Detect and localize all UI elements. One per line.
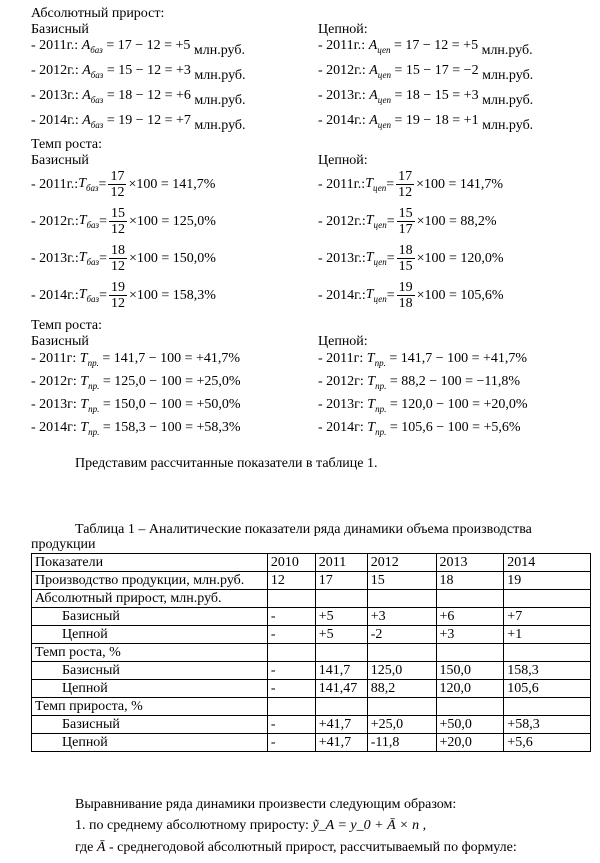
table-cell: +5,6: [504, 734, 591, 752]
table-cell: -: [267, 716, 315, 734]
equals-sign: =: [99, 250, 107, 266]
fraction: [396, 169, 414, 200]
formula-expression: = 17 − 12 = +5: [390, 38, 479, 53]
formula-line: [318, 38, 533, 58]
formula-prefix: - 2012г.:: [318, 63, 370, 78]
formula-line: [31, 206, 216, 238]
fraction: [108, 169, 126, 200]
formula-expression: = 105,6 − 100 = +5,6%: [386, 420, 521, 435]
formula-expression: = 88,2 − 100 = −11,8%: [386, 374, 521, 389]
table-cell: Цепной: [32, 680, 268, 698]
formula-subscript: пр.: [87, 357, 99, 368]
table-cell: 2012: [367, 554, 436, 572]
formula-prefix: - 2011г.:: [318, 38, 369, 53]
formula-line: [31, 88, 246, 108]
formula-line: [318, 397, 528, 417]
where-line: [75, 840, 517, 856]
formula-subscript: баз: [90, 69, 104, 80]
formula-subscript: пр.: [375, 380, 387, 391]
indicators-table: [31, 553, 591, 752]
item1: [75, 818, 426, 834]
formula-expression: = 120,0 − 100 = +20,0%: [386, 397, 528, 412]
table-cell: 150,0: [436, 662, 504, 680]
formula-result: ×100 = 141,7%: [128, 176, 216, 192]
fraction-numerator: 17: [110, 169, 125, 184]
formula-line: [31, 420, 241, 440]
formula-unit: млн.руб.: [478, 68, 534, 83]
formula-prefix: - 2011г:: [318, 351, 367, 366]
growth-basic-label: Базисный: [31, 153, 89, 168]
formula-result: ×100 = 88,2%: [416, 213, 497, 229]
table-cell: 2010: [267, 554, 315, 572]
table-cell: +5: [315, 608, 367, 626]
formula-prefix: - 2014г.:: [31, 287, 79, 303]
formula-prefix: - 2013г:: [318, 397, 368, 412]
formula-unit: млн.руб.: [190, 93, 246, 108]
formula-subscript: баз: [90, 94, 104, 105]
formula-prefix: - 2011г:: [31, 351, 80, 366]
where-text: - среднегодовой абсолютный прирост, рассчитываемый по формуле:: [105, 840, 517, 855]
formula-line: [31, 38, 245, 58]
table-cell: -: [267, 608, 315, 626]
table-cell: 12: [267, 572, 315, 590]
formula-result: ×100 = 150,0%: [128, 250, 216, 266]
table-cell: 2011: [315, 554, 367, 572]
formula-subscript: цеп: [373, 182, 387, 193]
formula-subscript: баз: [90, 119, 104, 130]
formula-expression: = 19 − 12 = +7: [103, 113, 191, 128]
formula-prefix: - 2013г.:: [318, 250, 366, 266]
equals-sign: =: [386, 176, 395, 192]
formula-line: [31, 243, 216, 275]
formula-symbol: T: [367, 397, 376, 412]
formula-result: ×100 = 141,7%: [416, 176, 504, 192]
equals-sign: =: [98, 176, 107, 192]
abs-basic-label: Базисный: [31, 22, 89, 37]
formula-symbol: T: [365, 287, 374, 303]
formula-symbol: T: [78, 287, 87, 303]
formula-symbol-group: [366, 213, 387, 230]
formula-symbol: T: [80, 397, 89, 412]
table-caption-cont: продукции: [31, 537, 96, 552]
formula-symbol-group: [366, 250, 387, 267]
table-cell: +41,7: [315, 716, 367, 734]
table-cell: Показатели: [32, 554, 268, 572]
formula-subscript: баз: [86, 219, 100, 230]
formula-subscript: цеп: [377, 44, 391, 55]
table-caption: Таблица 1 – Аналитические показатели ряда динамики объема производства: [75, 522, 532, 537]
formula-subscript: пр.: [88, 403, 100, 414]
table-cell: 2013: [436, 554, 504, 572]
formula-line: [318, 113, 533, 133]
intro-text: Представим рассчитанные показатели в таблице 1.: [75, 456, 378, 471]
fraction-numerator: 19: [110, 280, 125, 295]
table-cell: +41,7: [315, 734, 367, 752]
fraction-denominator: 18: [398, 296, 413, 311]
formula-prefix: - 2012г:: [31, 374, 81, 389]
formula-subscript: пр.: [375, 426, 387, 437]
formula-prefix: - 2012г:: [318, 374, 368, 389]
formula-subscript: пр.: [88, 380, 100, 391]
table-cell: +6: [436, 608, 504, 626]
table-cell: -: [267, 626, 315, 644]
formula-line: [318, 374, 520, 394]
table-cell: 18: [436, 572, 504, 590]
where-symbol: Ā: [96, 840, 106, 855]
formula-subscript: пр.: [375, 403, 387, 414]
formula-subscript: цеп: [373, 219, 387, 230]
formula-subscript: баз: [90, 44, 103, 55]
formula-symbol: T: [78, 213, 87, 229]
fraction: [109, 243, 127, 274]
formula-prefix: - 2011г.:: [318, 176, 366, 192]
table-cell: Базисный: [32, 662, 268, 680]
formula-symbol: T: [80, 420, 89, 435]
formula-symbol-group: [366, 287, 387, 304]
fraction-denominator: 12: [110, 296, 125, 311]
formula-prefix: - 2011г.:: [31, 38, 82, 53]
item1-text: 1. по среднему абсолютному приросту:: [75, 818, 313, 833]
formula-symbol: T: [365, 213, 374, 229]
formula-symbol: T: [79, 351, 88, 366]
table-cell: 19: [504, 572, 591, 590]
table-cell: +3: [367, 608, 436, 626]
fraction-denominator: 12: [110, 185, 125, 200]
table-row: [32, 608, 591, 626]
formula-symbol: T: [78, 176, 86, 192]
formula-prefix: - 2013г.:: [318, 88, 370, 103]
formula-line: [31, 63, 246, 83]
fraction-numerator: 19: [398, 280, 413, 295]
formula-line: [318, 63, 533, 83]
formula-result: ×100 = 125,0%: [128, 213, 216, 229]
fraction-denominator: 12: [398, 185, 413, 200]
table-cell: +7: [504, 608, 591, 626]
formula-symbol-group: [79, 213, 99, 230]
formula-symbol: A: [369, 88, 378, 103]
table-cell: 2014: [504, 554, 591, 572]
formula-expression: = 17 − 12 = +5: [102, 38, 191, 53]
formula-line: [31, 351, 240, 371]
table-cell: 158,3: [504, 662, 591, 680]
table-cell: Производство продукции, млн.руб.: [32, 572, 268, 590]
fraction-numerator: 15: [110, 206, 125, 221]
fraction-denominator: 17: [398, 222, 413, 237]
formula-line: [318, 420, 521, 440]
formula-unit: млн.руб.: [478, 118, 534, 133]
table-cell: 141,7: [315, 662, 367, 680]
formula-line: [31, 280, 216, 312]
formula-expression: = 150,0 − 100 = +50,0%: [99, 397, 241, 412]
formula-subscript: цеп: [377, 94, 391, 105]
table-cell: -: [267, 680, 315, 698]
formula-symbol: A: [82, 63, 91, 78]
formula-symbol: A: [369, 113, 378, 128]
formula-expression: = 18 − 15 = +3: [391, 88, 479, 103]
table-header-row: [32, 554, 591, 572]
table-cell: 88,2: [367, 680, 436, 698]
formula-symbol-group: [79, 287, 99, 304]
table-cell: Базисный: [32, 608, 268, 626]
table-cell: Цепной: [32, 734, 268, 752]
formula-expression: = 141,7 − 100 = +41,7%: [385, 351, 528, 366]
formula-symbol: T: [78, 250, 87, 266]
formula-line: [31, 374, 241, 394]
table-row: [32, 734, 591, 752]
equals-sign: =: [386, 287, 395, 303]
formula-expression: = 15 − 12 = +3: [103, 63, 191, 78]
formula-unit: млн.руб.: [478, 93, 534, 108]
formula-prefix: - 2014г.:: [318, 113, 370, 128]
table-cell: +25,0: [367, 716, 436, 734]
table-row: [32, 662, 591, 680]
where-prefix: где: [75, 840, 97, 855]
table-row: [32, 590, 591, 608]
formula-prefix: - 2012г.:: [31, 213, 79, 229]
growth-chain-label: Цепной:: [318, 153, 368, 168]
formula-line: [318, 169, 503, 201]
abs-heading: Абсолютный прирост:: [31, 6, 165, 21]
table-cell: 105,6: [504, 680, 591, 698]
formula-symbol: T: [80, 374, 89, 389]
table-cell: -11,8: [367, 734, 436, 752]
table-cell: 120,0: [436, 680, 504, 698]
formula-line: [318, 280, 504, 312]
table-row: [32, 626, 591, 644]
equals-sign: =: [99, 287, 107, 303]
formula-symbol: A: [368, 38, 378, 53]
table-cell: +1: [504, 626, 591, 644]
formula-subscript: пр.: [88, 426, 100, 437]
formula-prefix: - 2014г:: [318, 420, 368, 435]
formula-line: [318, 206, 497, 238]
growth-heading: Темп роста:: [31, 137, 103, 152]
fraction-denominator: 15: [398, 259, 413, 274]
formula-unit: млн.руб.: [190, 68, 246, 83]
equals-sign: =: [99, 213, 107, 229]
formula-subscript: цеп: [377, 69, 391, 80]
increase-chain-label: Цепной:: [318, 334, 368, 349]
table-cell: 125,0: [367, 662, 436, 680]
table-cell: +50,0: [436, 716, 504, 734]
fraction: [109, 206, 127, 237]
formula-expression: = 125,0 − 100 = +25,0%: [99, 374, 241, 389]
formula-prefix: - 2014г:: [31, 420, 81, 435]
align-heading: Выравнивание ряда динамики произвести следующим образом:: [75, 797, 457, 812]
equals-sign: =: [386, 213, 395, 229]
fraction-numerator: 18: [398, 243, 413, 258]
formula-subscript: пр.: [374, 357, 386, 368]
item1-formula: ỹ_A = y_0 + Ā × n ,: [312, 818, 427, 833]
fraction: [109, 280, 127, 311]
formula-result: ×100 = 105,6%: [416, 287, 504, 303]
formula-subscript: цеп: [373, 256, 387, 267]
table-cell: Темп роста, %: [32, 644, 268, 662]
formula-symbol: A: [82, 113, 91, 128]
table-cell: +3: [436, 626, 504, 644]
formula-expression: = 141,7 − 100 = +41,7%: [98, 351, 241, 366]
formula-result: ×100 = 158,3%: [128, 287, 216, 303]
formula-line: [318, 88, 533, 108]
table-cell: +20,0: [436, 734, 504, 752]
formula-symbol: A: [369, 63, 378, 78]
formula-symbol: T: [367, 374, 376, 389]
formula-line: [31, 397, 241, 417]
fraction: [397, 206, 415, 237]
fraction-numerator: 18: [110, 243, 125, 258]
formula-prefix: - 2014г.:: [31, 113, 83, 128]
formula-expression: = 18 − 12 = +6: [103, 88, 191, 103]
table-cell: Цепной: [32, 626, 268, 644]
table-cell: -: [267, 734, 315, 752]
formula-prefix: - 2012г.:: [31, 63, 83, 78]
formula-symbol-group: [365, 176, 386, 193]
formula-subscript: баз: [86, 182, 99, 193]
fraction-numerator: 17: [398, 169, 413, 184]
formula-symbol: T: [367, 420, 376, 435]
formula-line: [31, 113, 246, 133]
formula-subscript: баз: [86, 293, 100, 304]
formula-prefix: - 2014г.:: [318, 287, 366, 303]
fraction: [397, 243, 415, 274]
formula-symbol: A: [81, 38, 91, 53]
table-cell: +58,3: [504, 716, 591, 734]
table-row: [32, 698, 591, 716]
formula-expression: = 158,3 − 100 = +58,3%: [99, 420, 241, 435]
formula-prefix: - 2012г.:: [318, 213, 366, 229]
equals-sign: =: [386, 250, 395, 266]
formula-line: [31, 169, 215, 201]
table-cell: Базисный: [32, 716, 268, 734]
formula-prefix: - 2013г.:: [31, 250, 79, 266]
table-cell: 17: [315, 572, 367, 590]
fraction-denominator: 12: [110, 259, 125, 274]
formula-symbol: T: [365, 176, 373, 192]
table-cell: +5: [315, 626, 367, 644]
table-cell: Абсолютный прирост, млн.руб.: [32, 590, 268, 608]
formula-subscript: цеп: [377, 119, 391, 130]
abs-chain-label: Цепной:: [318, 22, 368, 37]
table-cell: -2: [367, 626, 436, 644]
formula-prefix: - 2011г.:: [31, 176, 79, 192]
formula-prefix: - 2013г.:: [31, 88, 83, 103]
increase-basic-label: Базисный: [31, 334, 89, 349]
formula-symbol-group: [79, 250, 99, 267]
table-cell: Темп прироста, %: [32, 698, 268, 716]
formula-unit: млн.руб.: [190, 118, 246, 133]
formula-expression: = 15 − 17 = −2: [391, 63, 479, 78]
table-row: [32, 716, 591, 734]
formula-unit: млн.руб.: [190, 43, 245, 58]
table-cell: 141,47: [315, 680, 367, 698]
table-row: [32, 572, 591, 590]
formula-symbol-group: [78, 176, 98, 193]
formula-expression: = 19 − 18 = +1: [391, 113, 479, 128]
formula-prefix: - 2013г:: [31, 397, 81, 412]
formula-unit: млн.руб.: [478, 43, 533, 58]
fraction-denominator: 12: [110, 222, 125, 237]
formula-subscript: цеп: [373, 293, 387, 304]
table-cell: -: [267, 662, 315, 680]
formula-subscript: баз: [86, 256, 100, 267]
table-row: [32, 680, 591, 698]
formula-symbol: T: [366, 351, 375, 366]
fraction-numerator: 15: [398, 206, 413, 221]
formula-symbol: T: [365, 250, 374, 266]
increase-heading: Темп роста:: [31, 318, 103, 333]
formula-result: ×100 = 120,0%: [416, 250, 504, 266]
table-row: [32, 644, 591, 662]
table-cell: 15: [367, 572, 436, 590]
formula-line: [318, 351, 527, 371]
formula-symbol: A: [82, 88, 91, 103]
fraction: [397, 280, 415, 311]
formula-line: [318, 243, 504, 275]
